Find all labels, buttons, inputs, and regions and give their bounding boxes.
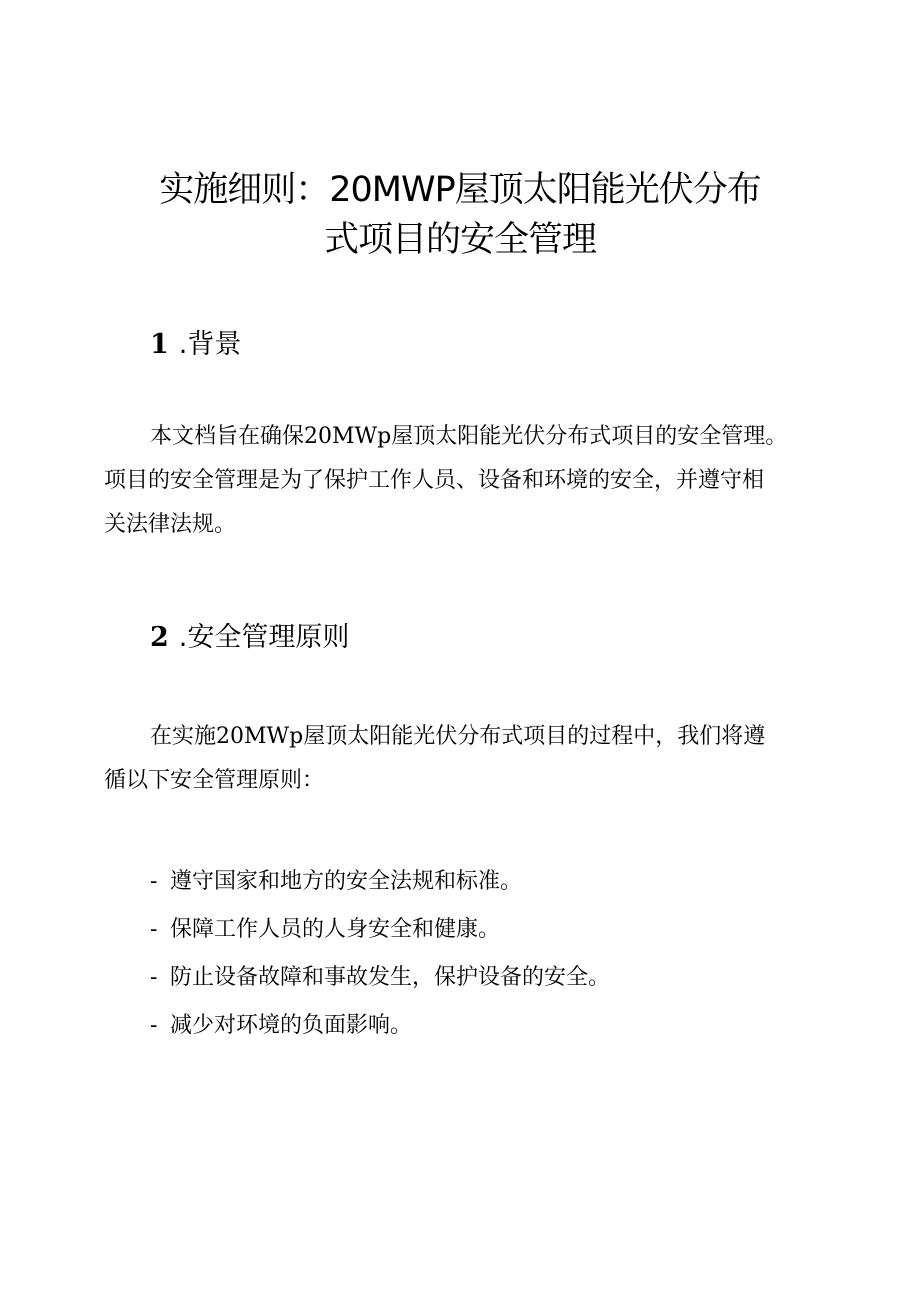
section-2-paragraph <box>104 715 824 803</box>
bullet-dash: - <box>150 917 158 942</box>
bullet-dash: - <box>150 1013 158 1038</box>
paragraph-line: 循以下安全管理原则： <box>104 768 325 793</box>
bullet-dash: - <box>150 869 158 894</box>
paragraph-line: 项目的安全管理是为了保护工作人员、设备和环境的安全，并遵守相 <box>104 468 765 493</box>
paragraph-line: 关法律法规。 <box>104 512 237 537</box>
list-item-text: 减少对环境的负面影响。 <box>170 1013 413 1038</box>
paragraph-line: 在实施20MWp屋顶太阳能光伏分布式项目的过程中，我们将遵 <box>150 724 766 749</box>
document-title <box>0 165 920 265</box>
list-item-text: 保障工作人员的人身安全和健康。 <box>170 917 501 942</box>
title-line-2: 式项目的安全管理 <box>323 220 596 260</box>
section-2-number: 2 <box>150 622 169 653</box>
section-2-heading <box>150 620 349 656</box>
section-1-number: 1 <box>150 329 169 360</box>
section-2-title: .安全管理原则 <box>178 622 350 653</box>
principles-list <box>150 858 610 1050</box>
list-item <box>150 906 610 954</box>
list-item <box>150 1002 610 1050</box>
section-1-paragraph <box>104 415 824 547</box>
section-1-title: .背景 <box>178 329 242 360</box>
section-1-heading <box>150 327 241 363</box>
list-item <box>150 954 610 1002</box>
list-item <box>150 858 610 906</box>
list-item-text: 遵守国家和地方的安全法规和标准。 <box>170 869 523 894</box>
list-item-text: 防止设备故障和事故发生，保护设备的安全。 <box>170 965 611 990</box>
title-line-1: 实施细则：20MWP屋顶太阳能光伏分布 <box>159 170 761 210</box>
bullet-dash: - <box>150 965 158 990</box>
paragraph-line: 本文档旨在确保20MWp屋顶太阳能光伏分布式项目的安全管理。 <box>150 424 788 449</box>
